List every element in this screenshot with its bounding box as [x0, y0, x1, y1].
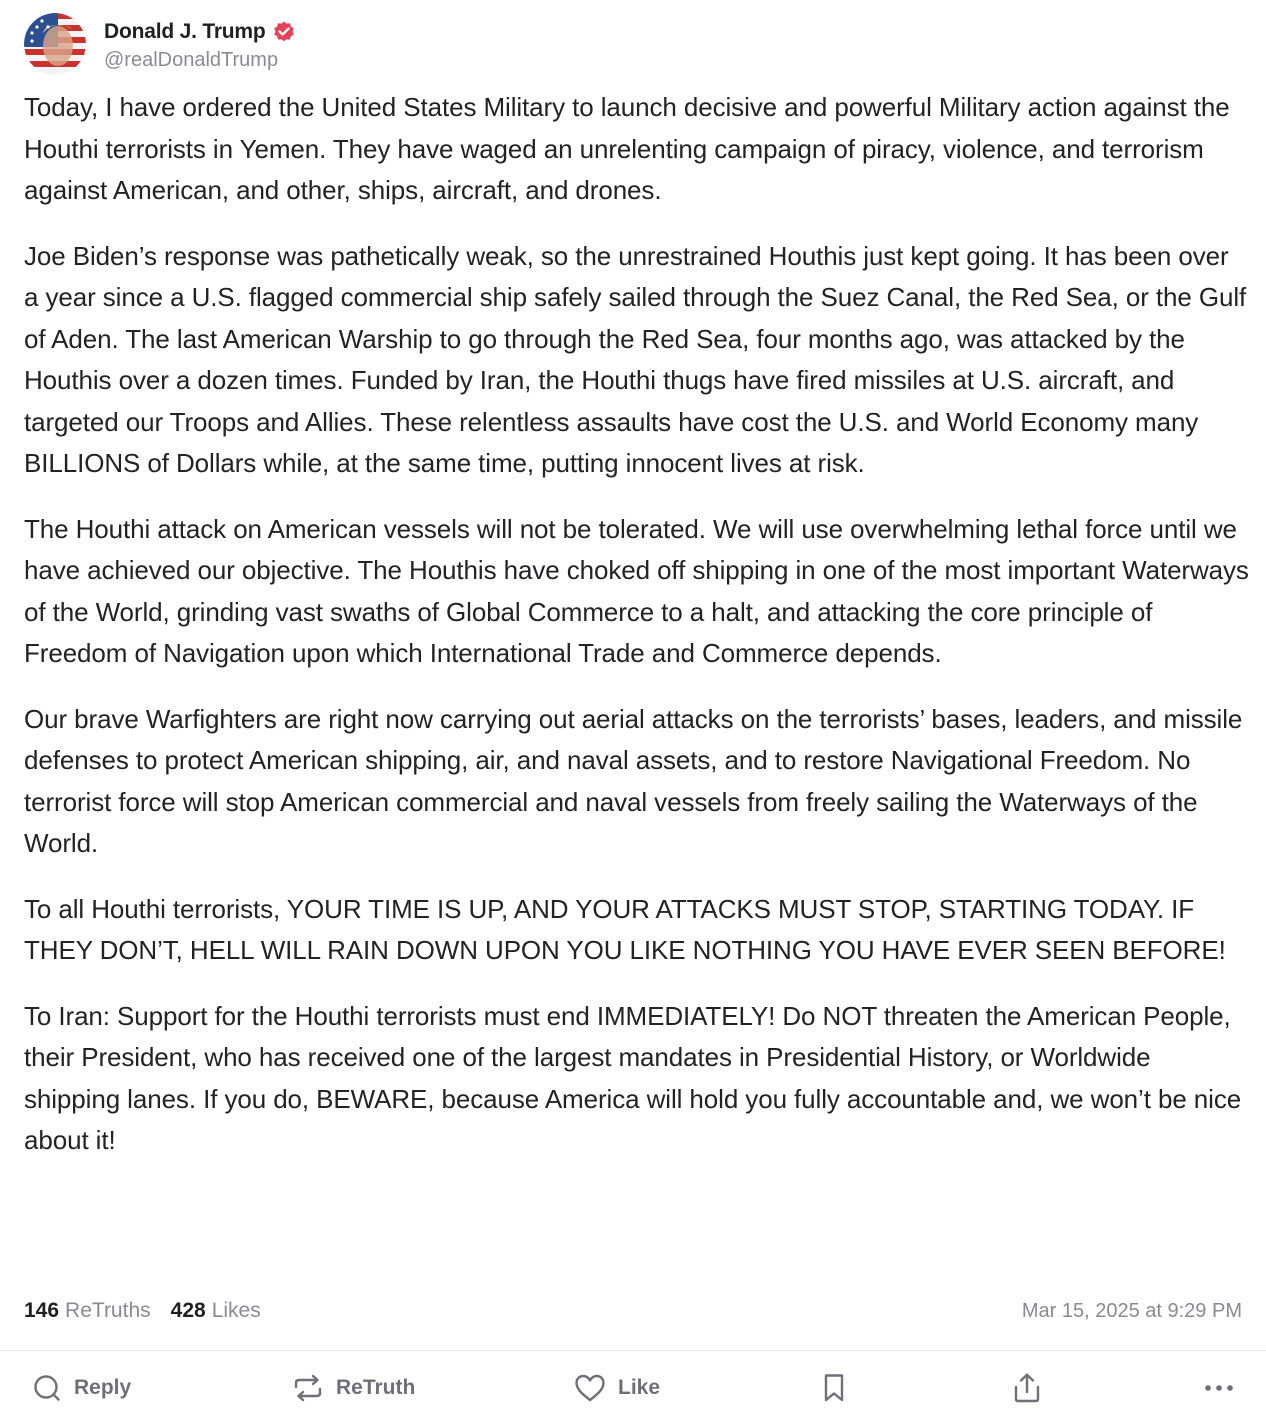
more-icon [1204, 1383, 1234, 1393]
handle[interactable]: @realDonaldTrump [104, 49, 279, 71]
avatar[interactable] [24, 13, 86, 75]
share-icon [1012, 1372, 1042, 1404]
name-row [104, 16, 296, 48]
post-paragraph: To Iran: Support for the Houthi terrorists must end IMMEDIATELY! Do NOT threaten the American People, their President, who has received one of the largest mandates in Presidential History, or Worldwide shipping lanes. If you do, BEWARE, because America will hold you fully accountable and, we won’t be nice about it! [24, 1000, 1242, 1155]
post-paragraph: Our brave Warfighters are right now carrying out aerial attacks on the terrorists’ bases, leaders, and missile defenses to protect American shipping, air, and naval assets, and to restore Navigational Freedom. No terrorist force will stop American commercial and naval vessels from freely sailing the Waterways of the World. [24, 703, 1243, 858]
avatar-image [24, 13, 86, 75]
reply-button[interactable] [32, 1362, 131, 1414]
reply-icon [32, 1373, 62, 1403]
author-names [104, 16, 296, 72]
post-header [24, 12, 296, 76]
likes-count[interactable]: 428 [170, 1299, 206, 1322]
post-stats [24, 1296, 1242, 1326]
retruth-label: ReTruth [336, 1376, 416, 1399]
retruths-count[interactable]: 146 [24, 1299, 60, 1322]
bookmark-button[interactable] [820, 1362, 848, 1414]
retruth-button[interactable] [292, 1362, 415, 1414]
share-button[interactable] [1012, 1362, 1042, 1414]
verified-badge-icon [272, 20, 296, 44]
post-paragraph: The Houthi attack on American vessels will not be tolerated. We will use overwhelming lethal force until we have achieved our objective. The Houthis have choked off shipping in one of the most important Waterways of the World, grinding vast swaths of Global Commerce to a halt, and attacking the core principle of Freedom of Navigation upon which International Trade and Commerce depends. [24, 513, 1249, 668]
like-label: Like [618, 1376, 661, 1399]
more-button[interactable] [1204, 1362, 1234, 1414]
post-timestamp[interactable]: Mar 15, 2025 at 9:29 PM [1021, 1299, 1242, 1322]
retruths-label[interactable]: ReTruths [65, 1299, 151, 1322]
likes-label[interactable]: Likes [211, 1299, 261, 1322]
like-button[interactable] [574, 1362, 660, 1414]
post-paragraph: Today, I have ordered the United States Military to launch decisive and powerful Military action against the Houthi terrorists in Yemen. They have waged an unrelenting campaign of piracy, violence, and terrorism against American, and other, ships, aircraft, and drones. [24, 92, 1230, 205]
action-bar [0, 1362, 1266, 1414]
retruth-icon [292, 1373, 324, 1403]
divider [0, 1350, 1266, 1351]
display-name[interactable]: Donald J. Trump [104, 20, 266, 43]
heart-icon [574, 1373, 606, 1403]
reply-label: Reply [74, 1376, 132, 1399]
bookmark-icon [820, 1372, 848, 1404]
post-paragraph: To all Houthi terrorists, YOUR TIME IS UP, AND YOUR ATTACKS MUST STOP, STARTING TODAY. IF THEY DON’T, HELL WILL RAIN DOWN UPON YOU LIKE NOTHING YOU HAVE EVER SEEN BEFORE! [24, 893, 1226, 965]
post-paragraph: Joe Biden’s response was pathetically weak, so the unrestrained Houthis just kept going. It has been over a year since a U.S. flagged commercial ship safely sailed through the Suez Canal, the Red Sea, or the Gulf of Aden. The last American Warship to go through the Red Sea, four months ago, was attacked by the Houthis over a dozen times. Funded by Iran, the Houthi thugs have fired missiles at U.S. aircraft, and targeted our Troops and Allies. These relentless assaults have cost the U.S. and World Economy many BILLIONS of Dollars while, at the same time, putting innocent lives at risk. [24, 240, 1247, 478]
post-content [24, 87, 1249, 1186]
